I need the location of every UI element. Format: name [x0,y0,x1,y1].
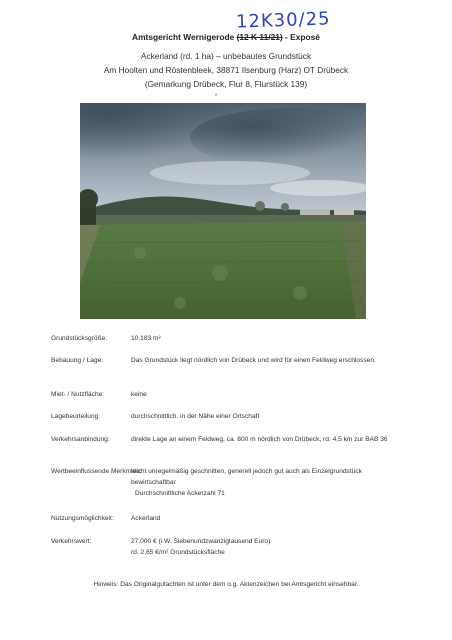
subtitle-line: Am Hoolten und Röstenbleek, 38871 Ilsenburg (Harz) OT Drübeck [103,65,349,75]
detail-value-line: leicht unregelmäßig geschnitten, generell jedoch gut auch als Einzelgrundstück bewirtschaftbar [131,468,362,486]
detail-label: Lagebeurteilung: [51,413,101,420]
detail-value [131,434,396,445]
detail-value [131,466,396,499]
detail-value [131,411,396,422]
detail-label: Bebauung / Lage: [51,357,104,364]
detail-value [131,536,396,558]
detail-value [131,333,396,344]
subtitle-line: Ackerland (rd. 1 ha) – unbebautes Grundstück [140,51,312,61]
subtitle-line: (Gemarkung Drübeck, Flur 8, Flurstück 139) [144,79,308,89]
detail-label: Nutzungsmöglichkeit: [51,515,114,522]
detail-value-line: direkte Lage an einem Feldweg, ca. 800 m nördlich von Drübeck, rd. 4,5 km zur BAB 36 [131,436,388,443]
detail-label: Miet- / Nutzfläche: [51,391,105,398]
detail-value-line: 10.183 m² [131,335,161,342]
detail-label: Grundstücksgröße: [51,335,108,342]
detail-label: Wertbeeinflussende Merkmale: [51,468,142,475]
detail-value-line: keine [131,391,147,398]
footer-note: Hinweis: Das Originalgutachten ist unter dem o.g. Aktenzeichen bei Amtsgericht einsehbar. [93,581,359,588]
detail-value-line: rd. 2,65 €/m² Grundstücksfläche [131,549,225,556]
detail-value-line: Ackerland [131,515,161,522]
detail-value [131,389,396,400]
detail-label: Verkehrswert: [51,538,92,545]
old-case-number: (12 K 11/21) [236,32,283,42]
handwritten-file-number: 12K30/25 [235,8,331,33]
title-suffix: - Exposé [285,32,320,42]
detail-value-line: Das Grundstück liegt nördlich von Drübeck und wird für einen Feldweg erschlossen. [131,357,376,364]
detail-value-line: durchschnittlich, in der Nähe einer Ortschaft [131,413,260,420]
detail-value [131,513,396,524]
detail-value-line: 27.000 € (i.W. Siebenundzwanzigtausend Euro) [131,538,271,545]
stray-mark: • [215,93,218,99]
detail-value [131,355,396,366]
court-name: Amtsgericht Wernigerode [132,32,235,42]
detail-label: Verkehrsanbindung: [51,436,110,443]
detail-value-line: Durchschnittliche Ackerzahl 71 [135,490,225,497]
